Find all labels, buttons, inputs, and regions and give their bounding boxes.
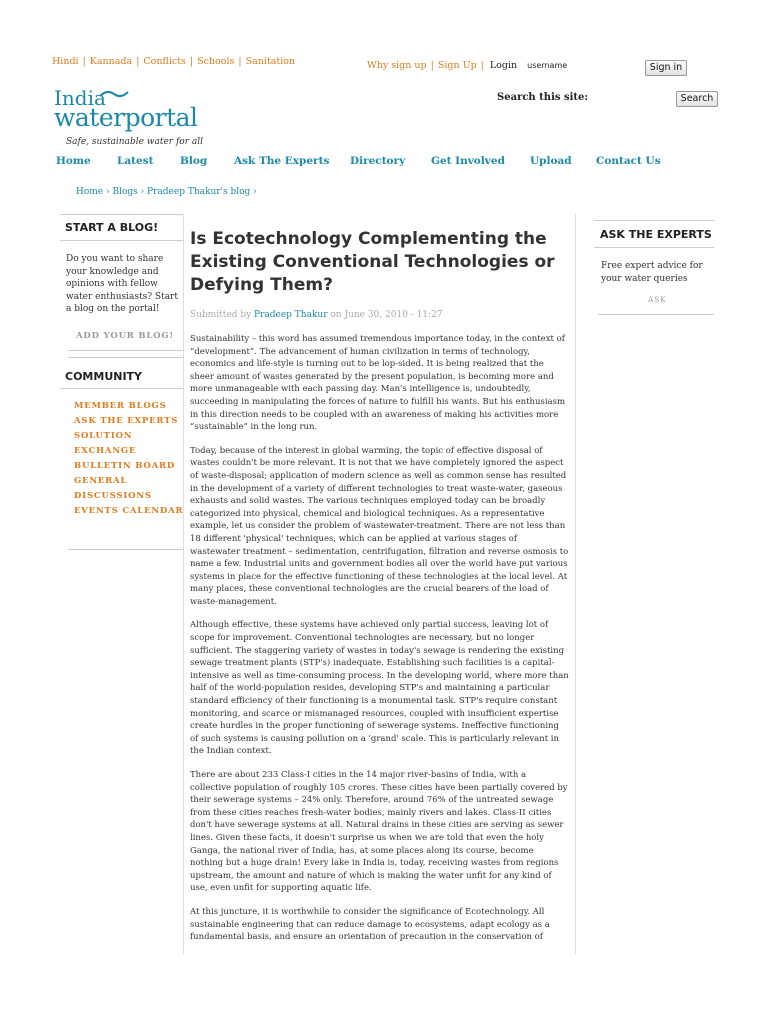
nav-upload[interactable]: Upload: [530, 155, 572, 167]
language-links: [52, 56, 295, 67]
article-paragraph: Sustainability – this word has assumed tremendous importance today, in the context of “development”. The advancement of human civilization in terms of technology, economics and life-style is turning out to be lop-sided. It is being realized that the sheer amount of wastes generated by the present population, is becoming more and more unmanageable with each passing day. Man's intelligence is, undoubtedly, succeeding in manipulating the forces of nature to fulfill his wants. But his enthusiasm in this direction needs to be coupled with an awareness of making his activities more “sustainable” in the long run.: [190, 334, 566, 433]
logo-tagline: Safe, sustainable water for all: [66, 137, 204, 147]
nav-blog[interactable]: Blog: [180, 155, 208, 167]
logo-line-1: India: [54, 86, 106, 110]
sign-in-button[interactable]: Sign in: [645, 60, 687, 76]
article-paragraph: Although effective, these systems have achieved only partial success, leaving lot of scope for improvement. Conventional technologies are necessary, but no longer sufficient. The staggering variety of wastes in today's sewage is rendering the existing sewage treatment plants (STP's) inadequate. Establishing such facilities is a capital-intensive as well as time-consuming process. In the developing world, where more than half of the world-population resides, developing STP's and maintaining a particular standard efficiency of their functioning is a monumental task. STP's require constant monitoring, and scarce or mismanaged resources, coupled with insufficient expertise create hurdles in the proper functioning of sewerage systems. Ineffective functioning of such systems is causing pollution on a 'grand' scale. This is particularly relevant in the Indian context.: [190, 620, 569, 757]
breadcrumb[interactable]: Home › Blogs › Pradeep Thakur's blog ›: [76, 187, 257, 197]
lang-link-hindi[interactable]: Hindi: [52, 56, 79, 67]
link-conflicts[interactable]: Conflicts: [143, 56, 186, 67]
divider: |: [480, 60, 484, 71]
divider: [60, 240, 184, 241]
wave-icon: [99, 89, 129, 99]
logo-line-2: waterportal: [54, 103, 198, 132]
divider: |: [238, 56, 242, 67]
divider: |: [189, 56, 194, 67]
community-link-general-discussions[interactable]: GENERAL DISCUSSIONS: [74, 476, 152, 501]
account-bar: [367, 60, 567, 71]
submitted-by-label: Submitted by: [190, 310, 255, 320]
divider: [68, 549, 184, 550]
article-right-border: [575, 214, 576, 954]
divider: [68, 357, 184, 358]
start-blog-text: Do you want to share your knowledge and opinions with fellow water enthusiasts? Start a blog on the portal!: [66, 254, 178, 314]
why-sign-up-link[interactable]: Why sign up: [367, 60, 427, 71]
article-paragraph: At this juncture, it is worthwhile to consider the significance of Ecotechnology. All sustainable engineering that can reduce damage to ecosystems, adapt ecology as a fundamental basis, and ensure an orientation of precaution in the conservation of: [190, 906, 550, 943]
article-body: [190, 333, 569, 955]
search-label: Search this site:: [497, 92, 589, 103]
divider: [60, 214, 184, 215]
article-title: Is Ecotechnology Complementing the Existing Conventional Technologies or Defying Them?: [190, 229, 555, 295]
sign-up-link[interactable]: Sign Up: [437, 60, 477, 71]
article-paragraph: Today, because of the interest in global warming, the topic of effective disposal of wastes couldn't be more relevant. It is not that we have completely ignored the aspect of waste-disposal; application of modern science as well as common sense has resulted in the development of a variety of different technologies to treat waste-water, gaseous exhausts and solid wastes. The various techniques employed today can be broadly categorized into physical, chemical and biological techniques. As a representative example, let us consider the problem of wastewater-treatment. There are not less than 18 different 'physical' techniques, which can be applied at various stages of wastewater treatment – sedimentation, centrifugation, filtration and reverse osmosis to name a few. Industrial units and government bodies all over the world have put various systems in place for the effective functioning of these technologies at the local level. At many places, these conventional technologies are the crucial bearers of the load of waste-management.: [190, 445, 569, 607]
divider: [594, 247, 714, 248]
article-byline: [190, 310, 443, 320]
start-blog-title: START A BLOG!: [65, 221, 159, 234]
ask-experts-text: Free expert advice for your water queries: [601, 261, 703, 284]
article-paragraph: There are about 233 Class-I cities in the 14 major river-basins of India, with a collective population of roughly 105 crores. These cities have been partially covered by their sewerage systems – 24% only. Therefore, around 76% of the untreated sewage from these cities reaches fresh-water bodies, mainly rivers and lakes. Class-II cities don't have sewerage systems at all. Natural drains in these cities are serving as sewer lines. Given these facts, it doesn't surprise us when we are told that even the holy Ganga, the national river of India, has, at some places along its course, become nothing but a huge drain! Every lake in India is, today, receiving wastes from regions upstream, the amount and nature of which is making the water unfit for any kind of use, even unfit for supporting aquatic life.: [190, 770, 568, 894]
ask-link[interactable]: ASK: [648, 295, 667, 304]
ask-experts-title: ASK THE EXPERTS: [600, 228, 712, 241]
divider: [68, 350, 184, 351]
login-label: Login: [489, 60, 518, 71]
link-sanitation[interactable]: Sanitation: [245, 56, 296, 67]
community-link-solution-exchange[interactable]: SOLUTION EXCHANGE: [74, 431, 137, 456]
divider: |: [82, 56, 86, 67]
nav-latest[interactable]: Latest: [117, 155, 154, 167]
username-label: username: [527, 61, 568, 70]
divider: [60, 388, 184, 389]
divider: [598, 314, 714, 315]
nav-contact-us[interactable]: Contact Us: [596, 155, 661, 167]
author-link[interactable]: Pradeep Thakur: [254, 310, 328, 320]
community-list: [74, 399, 184, 519]
community-link-bulletin-board[interactable]: BULLETIN BOARD: [74, 461, 176, 471]
search-button[interactable]: Search: [676, 91, 718, 107]
community-link-member-blogs[interactable]: MEMBER BLOGS: [74, 401, 167, 411]
community-link-ask-the-experts[interactable]: ASK THE EXPERTS: [74, 416, 179, 426]
community-title: COMMUNITY: [65, 370, 143, 383]
nav-ask-the-experts[interactable]: Ask The Experts: [234, 155, 330, 167]
add-blog-link[interactable]: ADD YOUR BLOG!: [76, 331, 174, 341]
post-date: on June 30, 2010 - 11:27: [327, 310, 443, 320]
community-link-events-calendar[interactable]: EVENTS CALENDAR: [74, 506, 184, 516]
divider: |: [430, 60, 434, 71]
divider: |: [136, 56, 140, 67]
nav-home[interactable]: Home: [56, 155, 91, 167]
main-nav: [0, 150, 768, 172]
lang-link-kannada[interactable]: Kannada: [89, 56, 133, 67]
divider: [594, 220, 714, 221]
link-schools[interactable]: Schools: [197, 56, 235, 67]
nav-directory[interactable]: Directory: [350, 155, 406, 167]
nav-get-involved[interactable]: Get Involved: [431, 155, 505, 167]
article-left-border: [183, 214, 184, 954]
